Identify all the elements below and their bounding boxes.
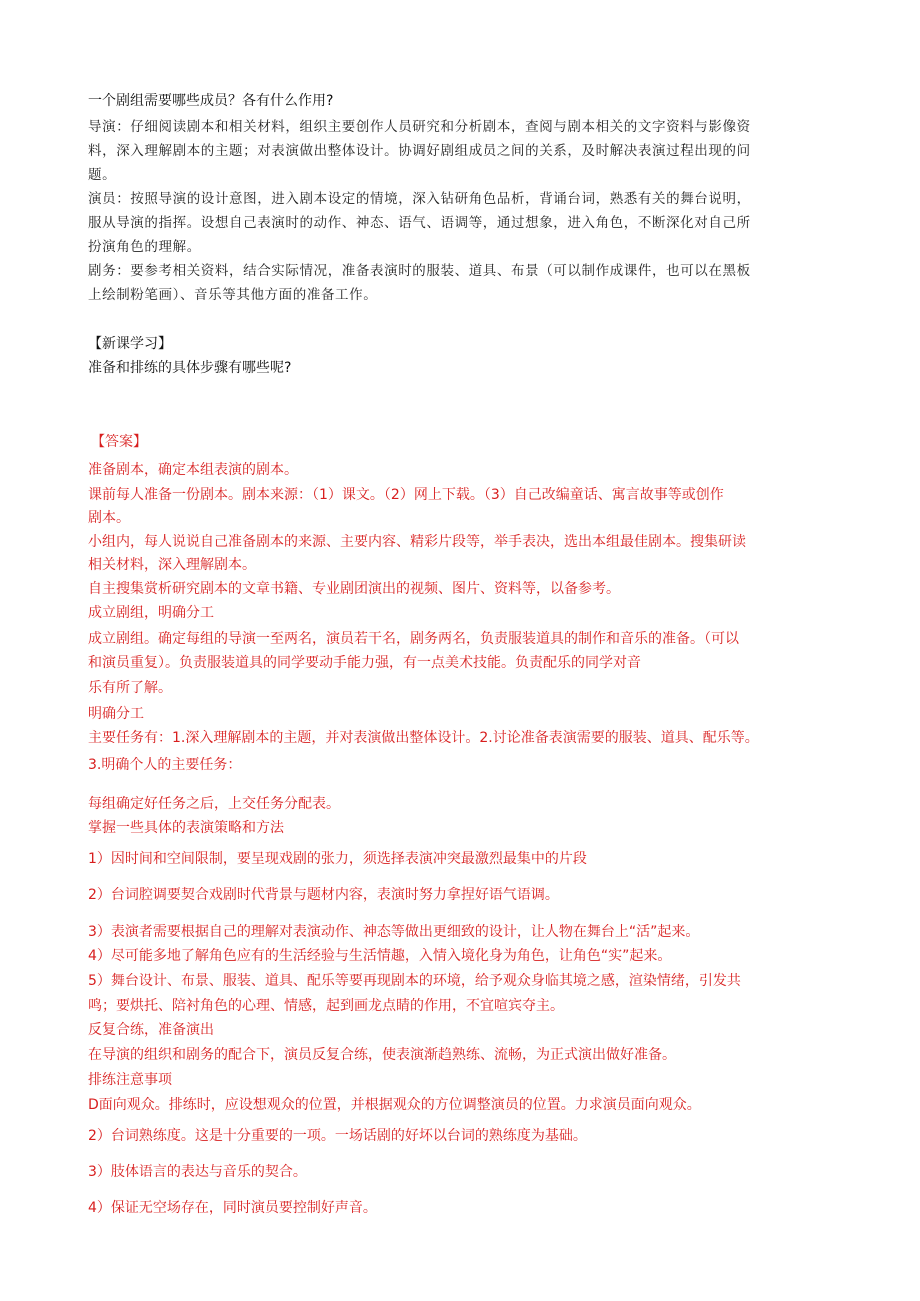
new-lesson-question: 准备和排练的具体步骤有哪些呢? bbox=[88, 360, 292, 376]
answer-line: 和演员重复）。负责服装道具的同学要动手能力强，有一点美术技能。负责配乐的同学对音 bbox=[88, 655, 641, 671]
answer-line: 排练注意事项 bbox=[88, 1072, 172, 1088]
actor-line-3: 扮演角色的理解。 bbox=[88, 239, 201, 255]
answer-line: 小组内，每人说说自己准备剧本的来源、主要内容、精彩片段等，举手表决，选出本组最佳剧本。搜集研读 bbox=[88, 534, 746, 550]
answer-line: 2）台词熟练度。这是十分重要的一项。一场话剧的好坏以台词的熟练度为基础。 bbox=[88, 1128, 587, 1144]
answer-line: 2）台词腔调要契合戏剧时代背景与题材内容，表演时努力拿捏好语气语调。 bbox=[88, 887, 559, 903]
answer-line: 主要任务有：1.深入理解剧本的主题，并对表演做出整体设计。2.讨论准备表演需要的服装、道具、配乐等。 bbox=[88, 730, 759, 746]
answer-header: 【答案】 bbox=[91, 434, 147, 450]
new-lesson-header: 【新课学习】 bbox=[88, 336, 172, 352]
crew-line-1: 剧务：要参考相关资料，结合实际情况，准备表演时的服装、道具、布景（可以制作成课件，也可以在黑板 bbox=[88, 263, 751, 279]
answer-line: 3）表演者需要根据自己的理解对表演动作、神态等做出更细致的设计，让人物在舞台上“活”起来。 bbox=[88, 924, 700, 940]
answer-line: D面向观众。排练时，应设想观众的位置，并根据观众的方位调整演员的位置。力求演员面向观众。 bbox=[88, 1097, 701, 1113]
answer-line: 相关材料，深入理解剧本。 bbox=[88, 557, 256, 573]
answer-line: 乐有所了解。 bbox=[88, 680, 172, 696]
actor-line-1: 演员：按照导演的设计意图，进入剧本设定的情境，深入钻研角色品析，背诵台词，熟悉有关的舞台说明， bbox=[88, 191, 751, 207]
answer-line: 剧本。 bbox=[88, 510, 130, 526]
answer-line: 成立剧组。确定每组的导演一至两名，演员若干名，剧务两名，负责服装道具的制作和音乐的准备。（可以 bbox=[88, 631, 739, 647]
answer-line: 3）肢体语言的表达与音乐的契合。 bbox=[88, 1164, 307, 1180]
answer-line: 在导演的组织和剧务的配合下，演员反复合练，使表演渐趋熟练、流畅，为正式演出做好准备。 bbox=[88, 1047, 676, 1063]
answer-line: 3.明确个人的主要任务： bbox=[88, 757, 242, 773]
answer-line: 准备剧本，确定本组表演的剧本。 bbox=[88, 462, 298, 478]
answer-line: 每组确定好任务之后，上交任务分配表。 bbox=[88, 796, 340, 812]
answer-line: 课前每人准备一份剧本。剧本来源：（1）课文。（2）网上下载。（3）自己改编童话、寓言故事等或创作 bbox=[88, 487, 724, 503]
answer-line: 1）因时间和空间限制，要呈现戏剧的张力，须选择表演冲突最激烈最集中的片段 bbox=[88, 851, 587, 867]
answer-line: 鸣；要烘托、陪衬角色的心理、情感，起到画龙点睛的作用，不宜喧宾夺主。 bbox=[88, 998, 564, 1014]
answer-line: 4）保证无空场存在，同时演员要控制好声音。 bbox=[88, 1200, 377, 1216]
answer-line: 成立剧组，明确分工 bbox=[88, 605, 214, 621]
director-line-2: 料，深入理解剧本的主题；对表演做出整体设计。协调好剧组成员之间的关系，及时解决表演过程出现的问 bbox=[88, 143, 751, 159]
answer-line: 反复合练，准备演出 bbox=[88, 1022, 214, 1038]
answer-line: 明确分工 bbox=[88, 706, 144, 722]
director-line-3: 题。 bbox=[88, 167, 117, 183]
answer-line: 自主搜集赏析研究剧本的文章书籍、专业剧团演出的视频、图片、资料等，以备参考。 bbox=[88, 581, 620, 597]
crew-line-2: 上绘制粉笔画）、音乐等其他方面的准备工作。 bbox=[88, 287, 378, 303]
answer-line: 5）舞台设计、布景、服装、道具、配乐等要再现剧本的环境，给予观众身临其境之感，渲染情绪，引发共 bbox=[88, 973, 741, 989]
director-line-1: 导演：仔细阅读剧本和相关材料，组织主要创作人员研究和分析剧本，查阅与剧本相关的文字资料与影像资 bbox=[88, 119, 751, 135]
actor-line-2: 服从导演的指挥。设想自己表演时的动作、神态、语气、语调等，通过想象，进入角色，不断深化对自己所 bbox=[88, 215, 751, 231]
intro-question: 一个剧组需要哪些成员？各有什么作用? bbox=[88, 93, 334, 109]
answer-line: 掌握一些具体的表演策略和方法 bbox=[88, 820, 284, 836]
answer-line: 4）尽可能多地了解角色应有的生活经验与生活情趣，入情入境化身为角色，让角色“实”起来。 bbox=[88, 948, 672, 964]
